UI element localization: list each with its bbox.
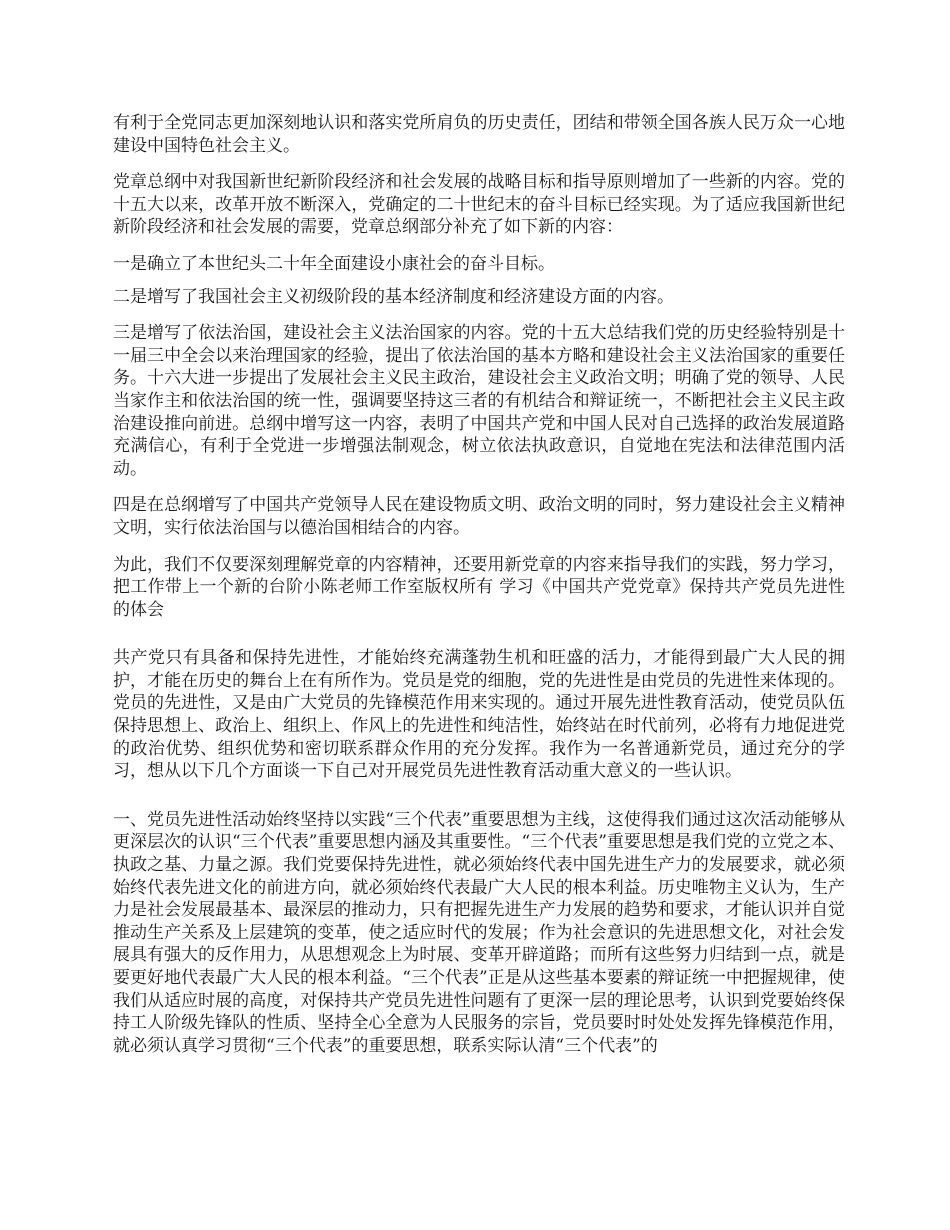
- paragraph-8: 共产党只有具备和保持先进性，才能始终充满蓬勃生机和旺盛的活力，才能得到最广大人民的拥护，才能在历史的舞台上在有所作为。党员是党的细胞，党的先进性是由党员的先进性来体现的。党员的先进性，又是由广大党员的先锋模范作用来实现的。通过开展先进性教育活动，使党员队伍保持思想上、政治上、组织上、作风上的先进性和纯洁性，始终站在时代前列，必将有力地促进党的政治优势、组织优势和密切联系群众作用的充分发挥。我作为一名普通新党员，通过充分的学习，想从以下几个方面谈一下自己对开展党员先进性教育活动重大意义的一些认识。: [113, 648, 845, 782]
- paragraph-2: 党章总纲中对我国新世纪新阶段经济和社会发展的战略目标和指导原则增加了一些新的内容。党的十五大以来，改革开放不断深入，党确定的二十世纪末的奋斗目标已经实现。为了适应我国新世纪新阶段经济和社会发展的需要，党章总纲部分补充了如下新的内容：: [113, 172, 845, 238]
- paragraph-7: 为此，我们不仅要深刻理解党章的内容精神，还要用新党章的内容来指导我们的实践，努力学习，把工作带上一个新的台阶小陈老师工作室版权所有 学习《中国共产党党章》保持共产党员先进性的体会: [113, 554, 845, 620]
- paragraph-9: 一、党员先进性活动始终坚持以实践“三个代表”重要思想为主线，这使得我们通过这次活动能够从更深层次的认识“三个代表”重要思想内涵及其重要性。“三个代表”重要思想是我们党的立党之本、执政之基、力量之源。我们党要保持先进性，就必须始终代表中国先进生产力的发展要求，就必须始终代表先进文化的前进方向，就必须始终代表最广大人民的根本利益。历史唯物主义认为，生产力是社会发展最基本、最深层的推动力，只有把握先进生产力发展的趋势和要求，才能认识并自觉推动生产关系及上层建筑的变革，使之适应时代的发展；作为社会意识的先进思想文化，对社会发展具有强大的反作用力，从思想观念上为时展、变革开辟道路；而所有这些努力归结到一点，就是要更好地代表最广大人民的根本利益。“三个代表”正是从这些基本要素的辩证统一中把握规律，使我们从适应时展的高度，对保持共产党员先进性问题有了更深一层的理论思考，认识到党要始终保持工人阶级先锋队的性质、坚持全心全意为人民服务的宗旨，党员要时时处处发挥先锋模范作用，就必须认真学习贯彻“三个代表”的重要思想，联系实际认清“三个代表”的: [113, 809, 845, 1056]
- paragraph-4: 二是增写了我国社会主义初级阶段的基本经济制度和经济建设方面的内容。: [113, 286, 674, 307]
- paragraph-5: 三是增写了依法治国，建设社会主义法治国家的内容。党的十五大总结我们党的历史经验特别是十一届三中全会以来治理国家的经验，提出了依法治国的基本方略和建设社会主义法治国家的重要任务。十六大进一步提出了发展社会主义民主政治，建设社会主义政治文明；明确了党的领导、人民当家作主和依法治国的统一性，强调要坚持这三者的有机结合和辩证统一，不断把社会主义民主政治建设推向前进。总纲中增写这一内容，表明了中国共产党和中国人民对自己选择的政治发展道路充满信心，有利于全党进一步增强法制观念，树立依法执政意识，自觉地在宪法和法律范围内活动。: [113, 323, 845, 479]
- document-body: [113, 112, 845, 1071]
- paragraph-6: 四是在总纲增写了中国共产党领导人民在建设物质文明、政治文明的同时，努力建设社会主义精神文明，实行依法治国与以德治国相结合的内容。: [113, 495, 845, 538]
- paragraph-3: 一是确立了本世纪头二十年全面建设小康社会的奋斗目标。: [113, 253, 555, 274]
- paragraph-1: 有利于全党同志更加深刻地认识和落实党所肩负的历史责任，团结和带领全国各族人民万众一心地建设中国特色社会主义。: [113, 113, 845, 156]
